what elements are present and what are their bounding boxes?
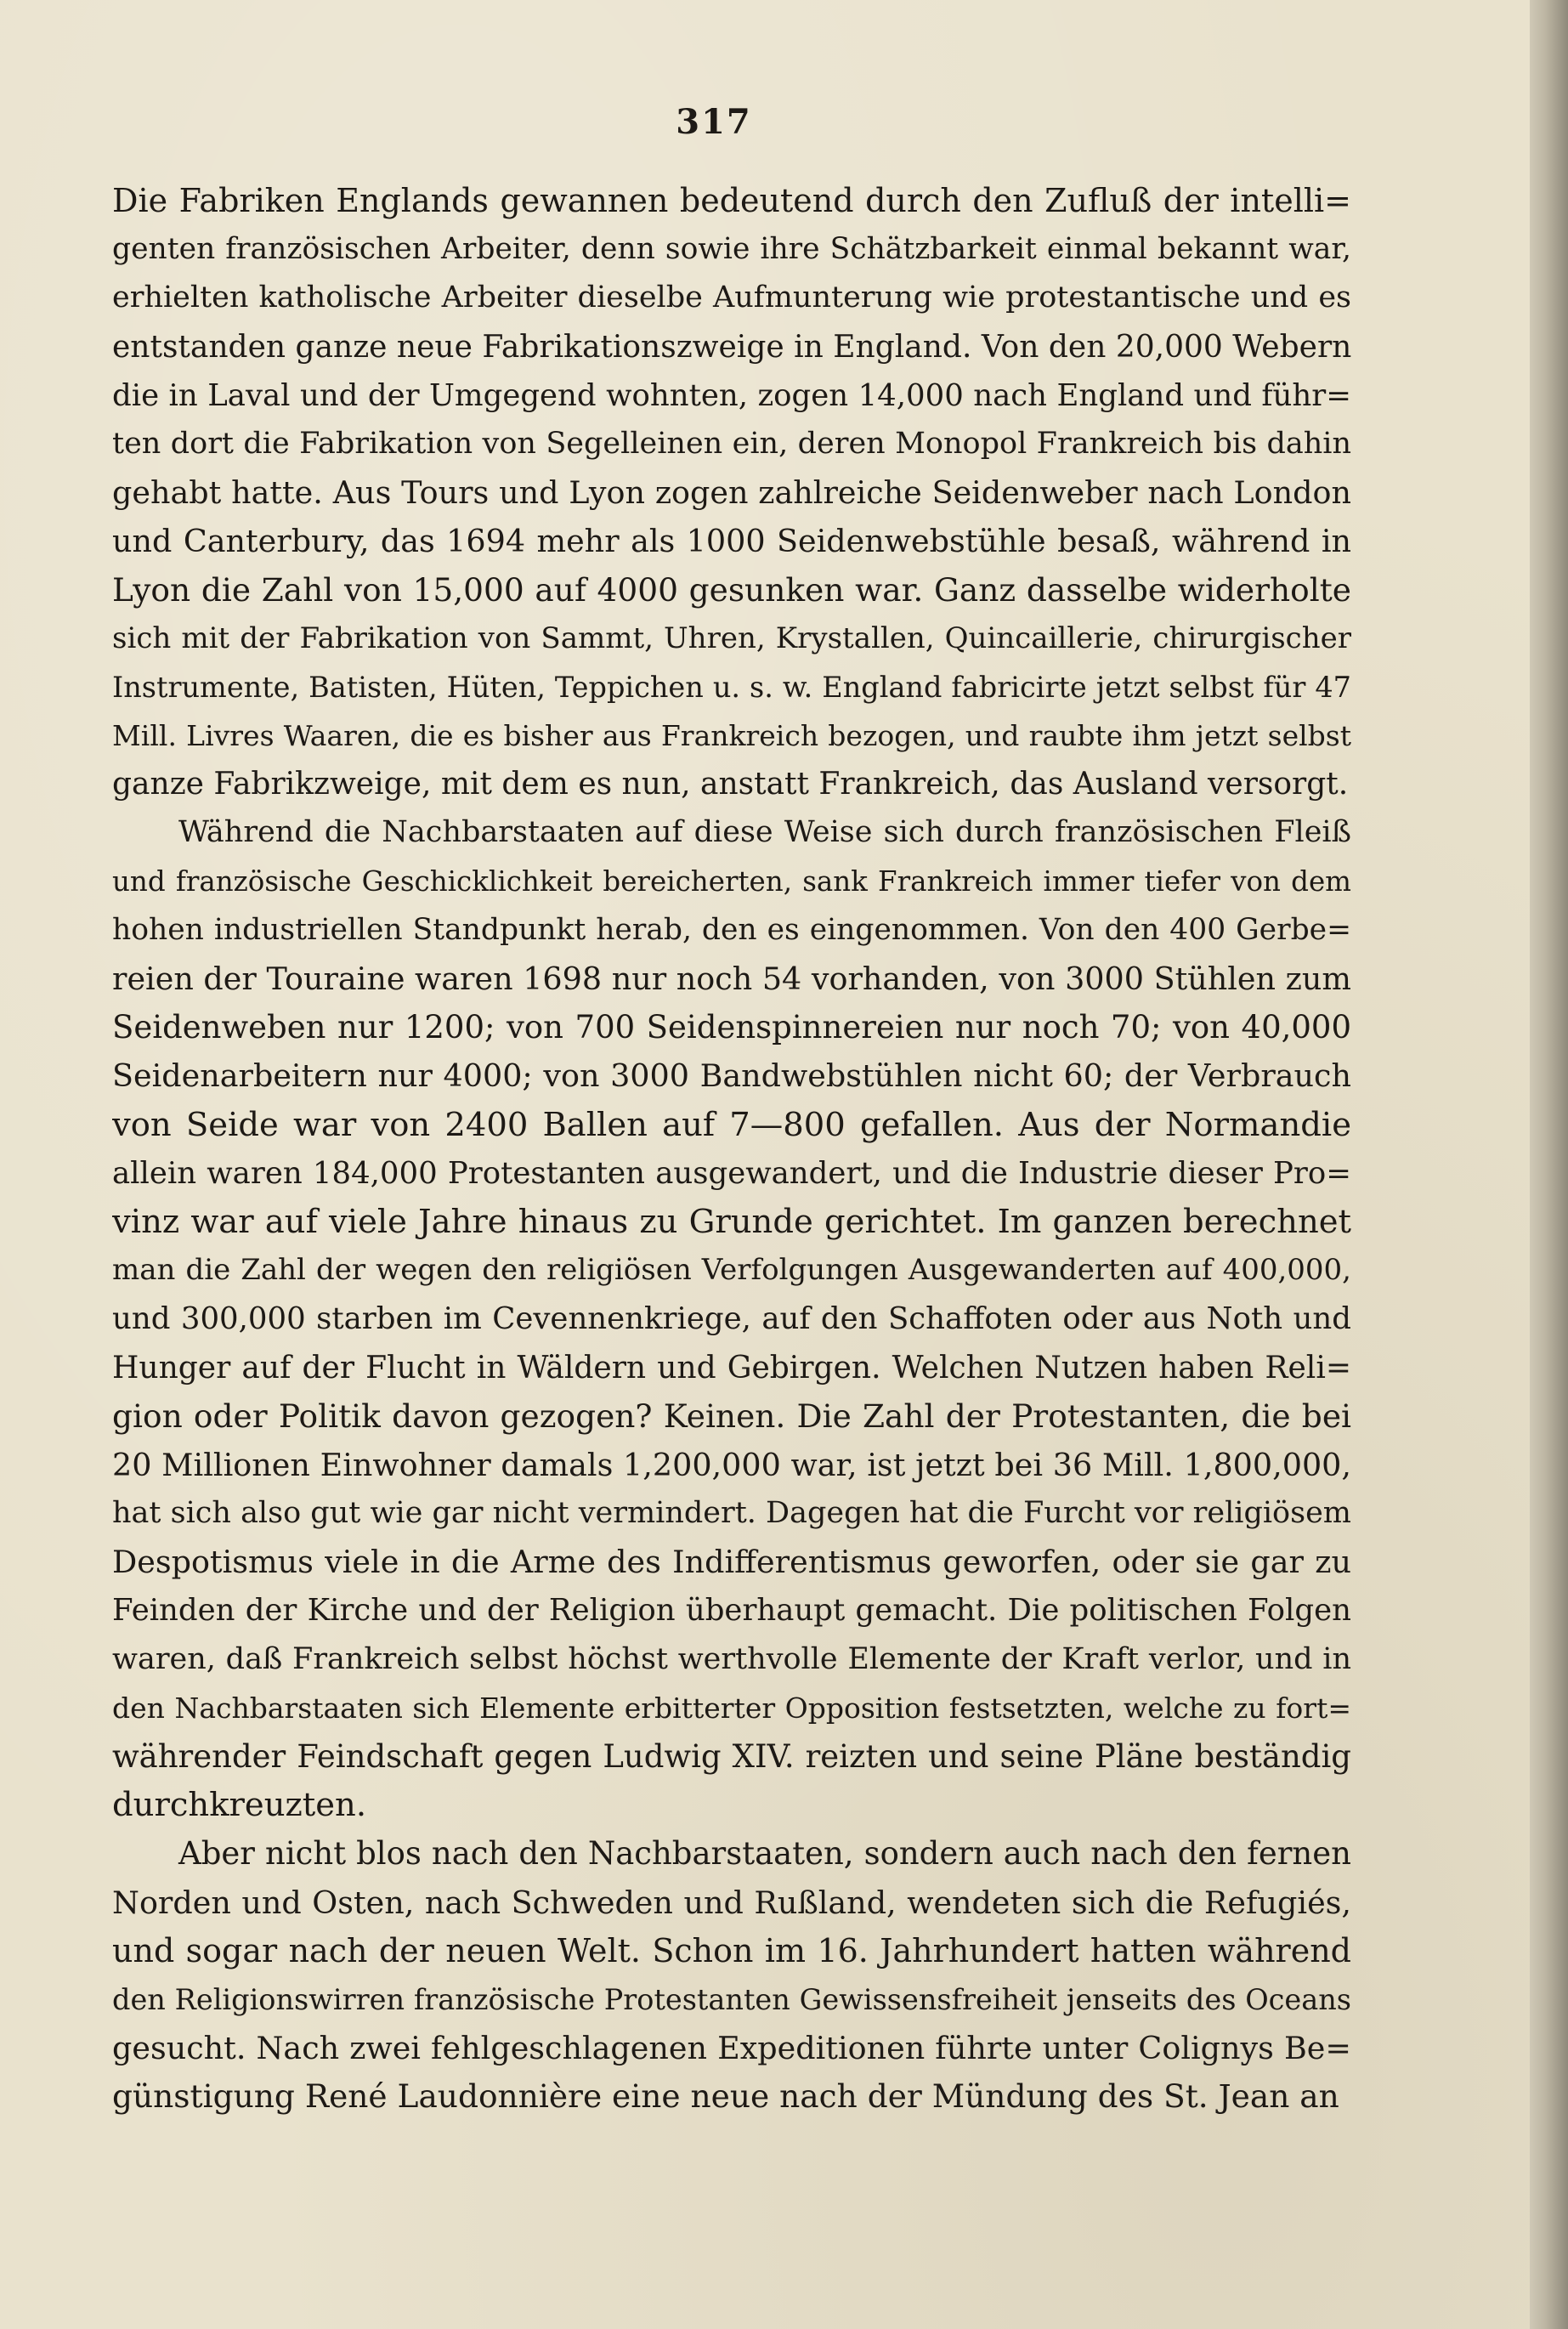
paragraph bbox=[112, 1829, 1351, 2121]
text-line: Mill. Livres Waaren, die es bisher aus Frankreich bezogen, und raubte ihm jetzt selbst bbox=[112, 719, 1351, 753]
text-line: sich mit der Fabrikation von Sammt, Uhren, Krystallen, Quincaillerie, chirurgischer bbox=[112, 620, 1351, 655]
text-line: genten französischen Arbeiter, denn sowie ihre Schätzbarkeit einmal bekannt war, bbox=[112, 232, 1351, 267]
page-edge-shadow bbox=[1530, 0, 1568, 2329]
text-line: und Canterbury, das 1694 mehr als 1000 Seidenwebstühle besaß, während in bbox=[112, 523, 1351, 560]
text-line: allein waren 184,000 Protestanten ausgewandert, und die Industrie dieser Pro= bbox=[112, 1155, 1351, 1191]
text-line: Norden und Osten, nach Schweden und Rußland, wendeten sich die Refugiés, bbox=[112, 1884, 1351, 1921]
text-line: entstanden ganze neue Fabrikationszweige in England. Von den 20,000 Webern bbox=[112, 329, 1351, 365]
text-line: Feinden der Kirche und der Religion überhaupt gemacht. Die politischen Folgen bbox=[112, 1593, 1351, 1629]
text-line: Instrumente, Batisten, Hüten, Teppichen u. s. w. England fabricirte jetzt selbst für 47 bbox=[112, 670, 1351, 704]
text-line: günstigung René Laudonnière eine neue nach der Mündung des St. Jean an bbox=[112, 2077, 1339, 2116]
text-line: Aber nicht blos nach den Nachbarstaaten, sondern auch nach den fernen bbox=[178, 1835, 1351, 1873]
text-line: 20 Millionen Einwohner damals 1,200,000 war, ist jetzt bei 36 Mill. 1,800,000, bbox=[112, 1446, 1351, 1483]
text-line: waren, daß Frankreich selbst höchst werthvolle Elemente der Kraft verlor, und in bbox=[112, 1641, 1351, 1676]
text-line: ganze Fabrikzweige, mit dem es nun, anstatt Frankreich, das Ausland versorgt. bbox=[112, 767, 1349, 802]
text-line: währender Feindschaft gegen Ludwig XIV. reizten und seine Pläne beständig bbox=[112, 1738, 1351, 1775]
text-line: vinz war auf viele Jahre hinaus zu Grunde gerichtet. Im ganzen berechnet bbox=[112, 1202, 1351, 1241]
text-line: Die Fabriken Englands gewannen bedeutend durch den Zufluß der intelli= bbox=[112, 182, 1351, 219]
text-line: und französische Geschicklichkeit bereicherten, sank Frankreich immer tiefer von dem bbox=[112, 864, 1351, 898]
text-line: ten dort die Fabrikation von Segelleinen ein, deren Monopol Frankreich bis dahin bbox=[112, 426, 1351, 461]
text-line: Seidenweben nur 1200; von 700 Seidenspinnereien nur noch 70; von 40,000 bbox=[112, 1009, 1351, 1046]
text-line: Seidenarbeitern nur 4000; von 3000 Bandwebstühlen nicht 60; der Verbrauch bbox=[112, 1057, 1351, 1095]
text-line: gehabt hatte. Aus Tours und Lyon zogen zahlreiche Seidenweber nach London bbox=[112, 474, 1351, 512]
paragraph bbox=[112, 177, 1351, 808]
text-line: hat sich also gut wie gar nicht vermindert. Dagegen hat die Furcht vor religiösem bbox=[112, 1496, 1351, 1531]
page-number: 317 bbox=[676, 102, 752, 142]
text-line: Hunger auf der Flucht in Wäldern und Gebirgen. Welchen Nutzen haben Reli= bbox=[112, 1350, 1351, 1386]
text-line: Lyon die Zahl von 15,000 auf 4000 gesunken war. Ganz dasselbe widerholte bbox=[112, 570, 1351, 609]
text-line: gesucht. Nach zwei fehlgeschlagenen Expeditionen führte unter Colignys Be= bbox=[112, 2030, 1351, 2067]
text-line: Während die Nachbarstaaten auf diese Weise sich durch französischen Fleiß bbox=[178, 815, 1351, 850]
text-line: den Nachbarstaaten sich Elemente erbitterter Opposition festsetzten, welche zu fort= bbox=[112, 1691, 1351, 1725]
text-line: von Seide war von 2400 Ballen auf 7—800 gefallen. Aus der Normandie bbox=[112, 1105, 1351, 1144]
text-line: hohen industriellen Standpunkt herab, den es eingenommen. Von den 400 Gerbe= bbox=[112, 912, 1351, 947]
text-line: gion oder Politik davon gezogen? Keinen. Die Zahl der Protestanten, die bei bbox=[112, 1397, 1351, 1435]
text-line: durchkreuzten. bbox=[112, 1786, 367, 1825]
text-line: den Religionswirren französische Protestanten Gewissensfreiheit jenseits des Oceans bbox=[112, 1982, 1351, 2016]
text-line: erhielten katholische Arbeiter dieselbe Aufmunterung wie protestantische und es bbox=[112, 280, 1351, 315]
text-line: Despotismus viele in die Arme des Indifferentismus geworfen, oder sie gar zu bbox=[112, 1544, 1351, 1581]
text-line: reien der Touraine waren 1698 nur noch 54 vorhanden, von 3000 Stühlen zum bbox=[112, 960, 1351, 997]
text-line: die in Laval und der Umgegend wohnten, zogen 14,000 nach England und führ= bbox=[112, 377, 1351, 413]
body-text bbox=[112, 177, 1351, 2122]
paragraph bbox=[112, 808, 1351, 1829]
text-line: und 300,000 starben im Cevennenkriege, auf den Schaffoten oder aus Noth und bbox=[112, 1301, 1351, 1337]
text-line: und sogar nach der neuen Welt. Schon im 16. Jahrhundert hatten während bbox=[112, 1931, 1351, 1969]
text-line: man die Zahl der wegen den religiösen Verfolgungen Ausgewanderten auf 400,000, bbox=[112, 1253, 1351, 1288]
